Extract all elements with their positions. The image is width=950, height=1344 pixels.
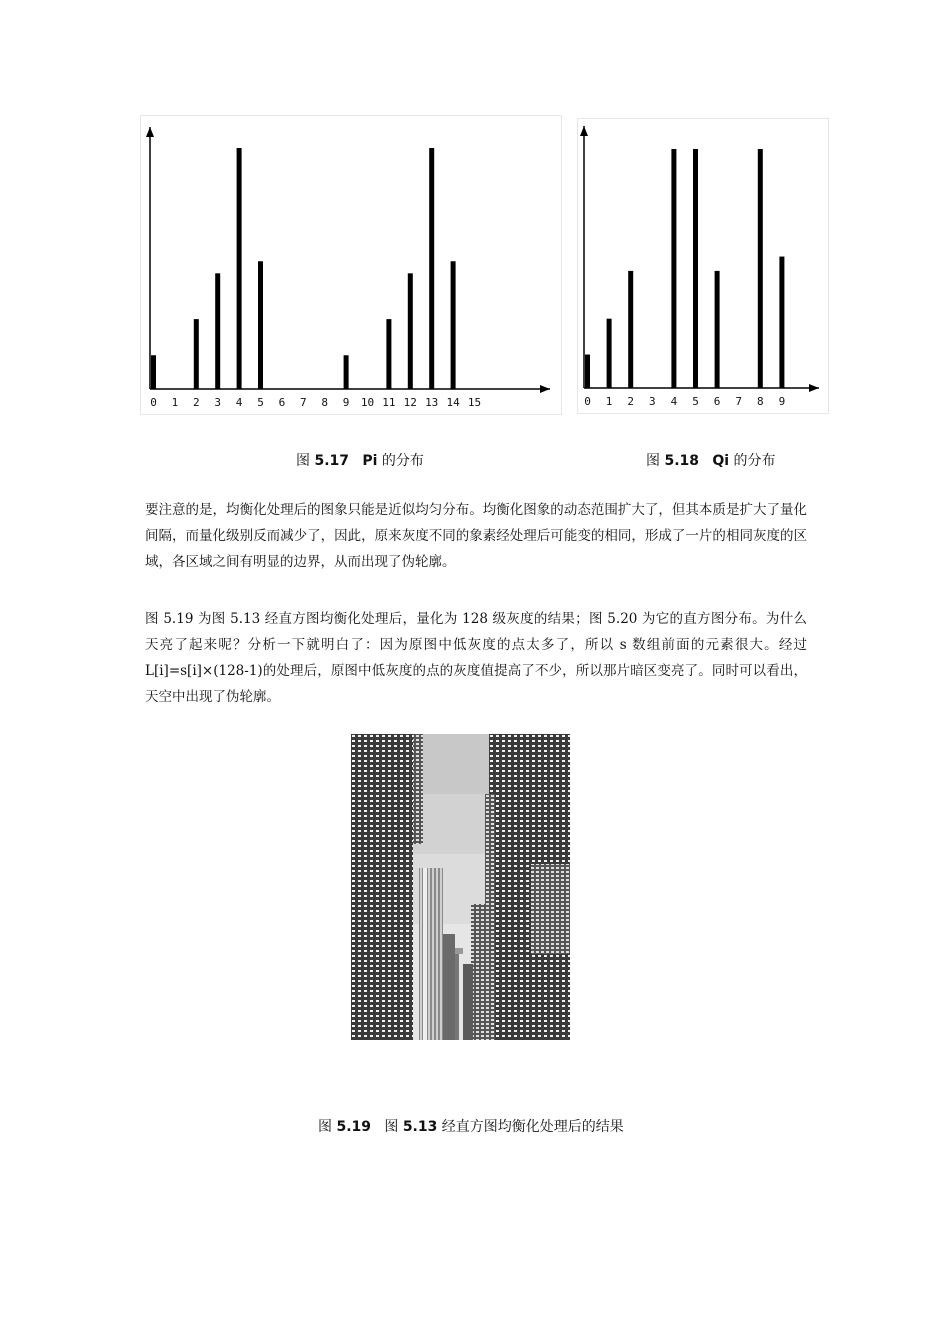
equalized-city-photo: [351, 734, 570, 1040]
x-tick-label: 10: [360, 396, 375, 409]
histogram-bar: [258, 261, 263, 389]
x-axis-arrow: [540, 385, 550, 393]
histogram-bar: [779, 257, 784, 388]
x-tick-label: 7: [299, 396, 307, 409]
histogram-bar: [693, 149, 698, 388]
x-tick-label: 13: [425, 396, 439, 409]
x-tick-label: 8: [756, 395, 764, 408]
chart-frame: [141, 116, 562, 415]
paragraph-fig-5-19-explanation: 图 5.19 为图 5.13 经直方图均衡化处理后，量化为 128 级灰度的结果；图 5.20 为它的直方图分布。为什么天亮了起来呢？分析一下就明白了：因为原图中低灰度的点太多了，所以 s 数组前面的元素很大。经过 L[i]=s[i]×(128-1)的处理后，原图中低灰度的点的灰度值提高了不少，所以那片暗区变亮了。同时可以看出，天空中出现了伪轮廓。: [145, 611, 807, 705]
x-tick-label: 7: [735, 395, 743, 408]
x-tick-label: 1: [171, 396, 179, 409]
histogram-bar: [215, 273, 220, 389]
histogram-bar: [758, 149, 763, 388]
y-axis-arrow: [146, 127, 154, 137]
histogram-pi-chart: [140, 115, 562, 415]
histogram-qi-chart: [577, 118, 829, 414]
x-tick-label: 0: [150, 396, 157, 409]
x-tick-label: 4: [235, 396, 243, 409]
y-axis-arrow: [580, 126, 588, 136]
histogram-bar: [451, 261, 456, 389]
x-tick-label: 1: [605, 395, 613, 408]
x-tick-label: 0: [584, 395, 591, 408]
histogram-bar: [408, 273, 413, 389]
histogram-bar: [237, 148, 242, 389]
histogram-bar: [344, 355, 349, 389]
x-tick-label: 4: [670, 395, 678, 408]
histogram-bar: [607, 319, 612, 388]
city-photo-drawing: [351, 734, 570, 1040]
x-tick-label: 14: [446, 396, 460, 409]
x-tick-label: 9: [778, 395, 786, 408]
x-tick-label: 5: [257, 396, 264, 409]
x-tick-label: 6: [713, 395, 721, 408]
x-tick-label: 3: [214, 396, 222, 409]
histogram-qi-figure: [577, 118, 829, 414]
x-tick-label: 6: [278, 396, 286, 409]
histogram-bar: [194, 319, 199, 389]
caption-fig-5-17: 图 5.17 Pi 的分布: [296, 453, 424, 469]
histogram-pi-figure: [140, 115, 562, 415]
caption-fig-5-19: 图 5.19 图 5.13 经直方图均衡化处理后的结果: [318, 1119, 624, 1135]
x-tick-label: 2: [627, 395, 635, 408]
caption-fig-5-18: 图 5.18 Qi 的分布: [646, 453, 776, 469]
histogram-bar: [671, 149, 676, 388]
x-tick-label: 8: [321, 396, 329, 409]
histogram-bar: [628, 271, 633, 388]
x-tick-label: 5: [692, 395, 699, 408]
x-axis-arrow: [809, 384, 819, 392]
x-tick-label: 15: [467, 396, 482, 409]
chart-frame: [578, 119, 829, 414]
x-tick-label: 9: [342, 396, 350, 409]
x-tick-label: 3: [648, 395, 656, 408]
paragraph-pseudo-contour: 要注意的是，均衡化处理后的图象只能是近似均匀分布。均衡化图象的动态范围扩大了，但其本质是扩大了量化间隔，而量化级别反而减少了，因此，原来灰度不同的象素经处理后可能变的相同，形成了一片的相同灰度的区域，各区域之间有明显的边界，从而出现了伪轮廓。: [145, 502, 807, 570]
x-tick-label: 11: [382, 396, 396, 409]
x-tick-label: 12: [403, 396, 417, 409]
x-tick-label: 2: [192, 396, 200, 409]
histogram-bar: [386, 319, 391, 389]
histogram-bar: [151, 355, 156, 389]
histogram-bar: [715, 271, 720, 388]
histogram-bar: [585, 355, 590, 388]
histogram-bar: [429, 148, 434, 389]
